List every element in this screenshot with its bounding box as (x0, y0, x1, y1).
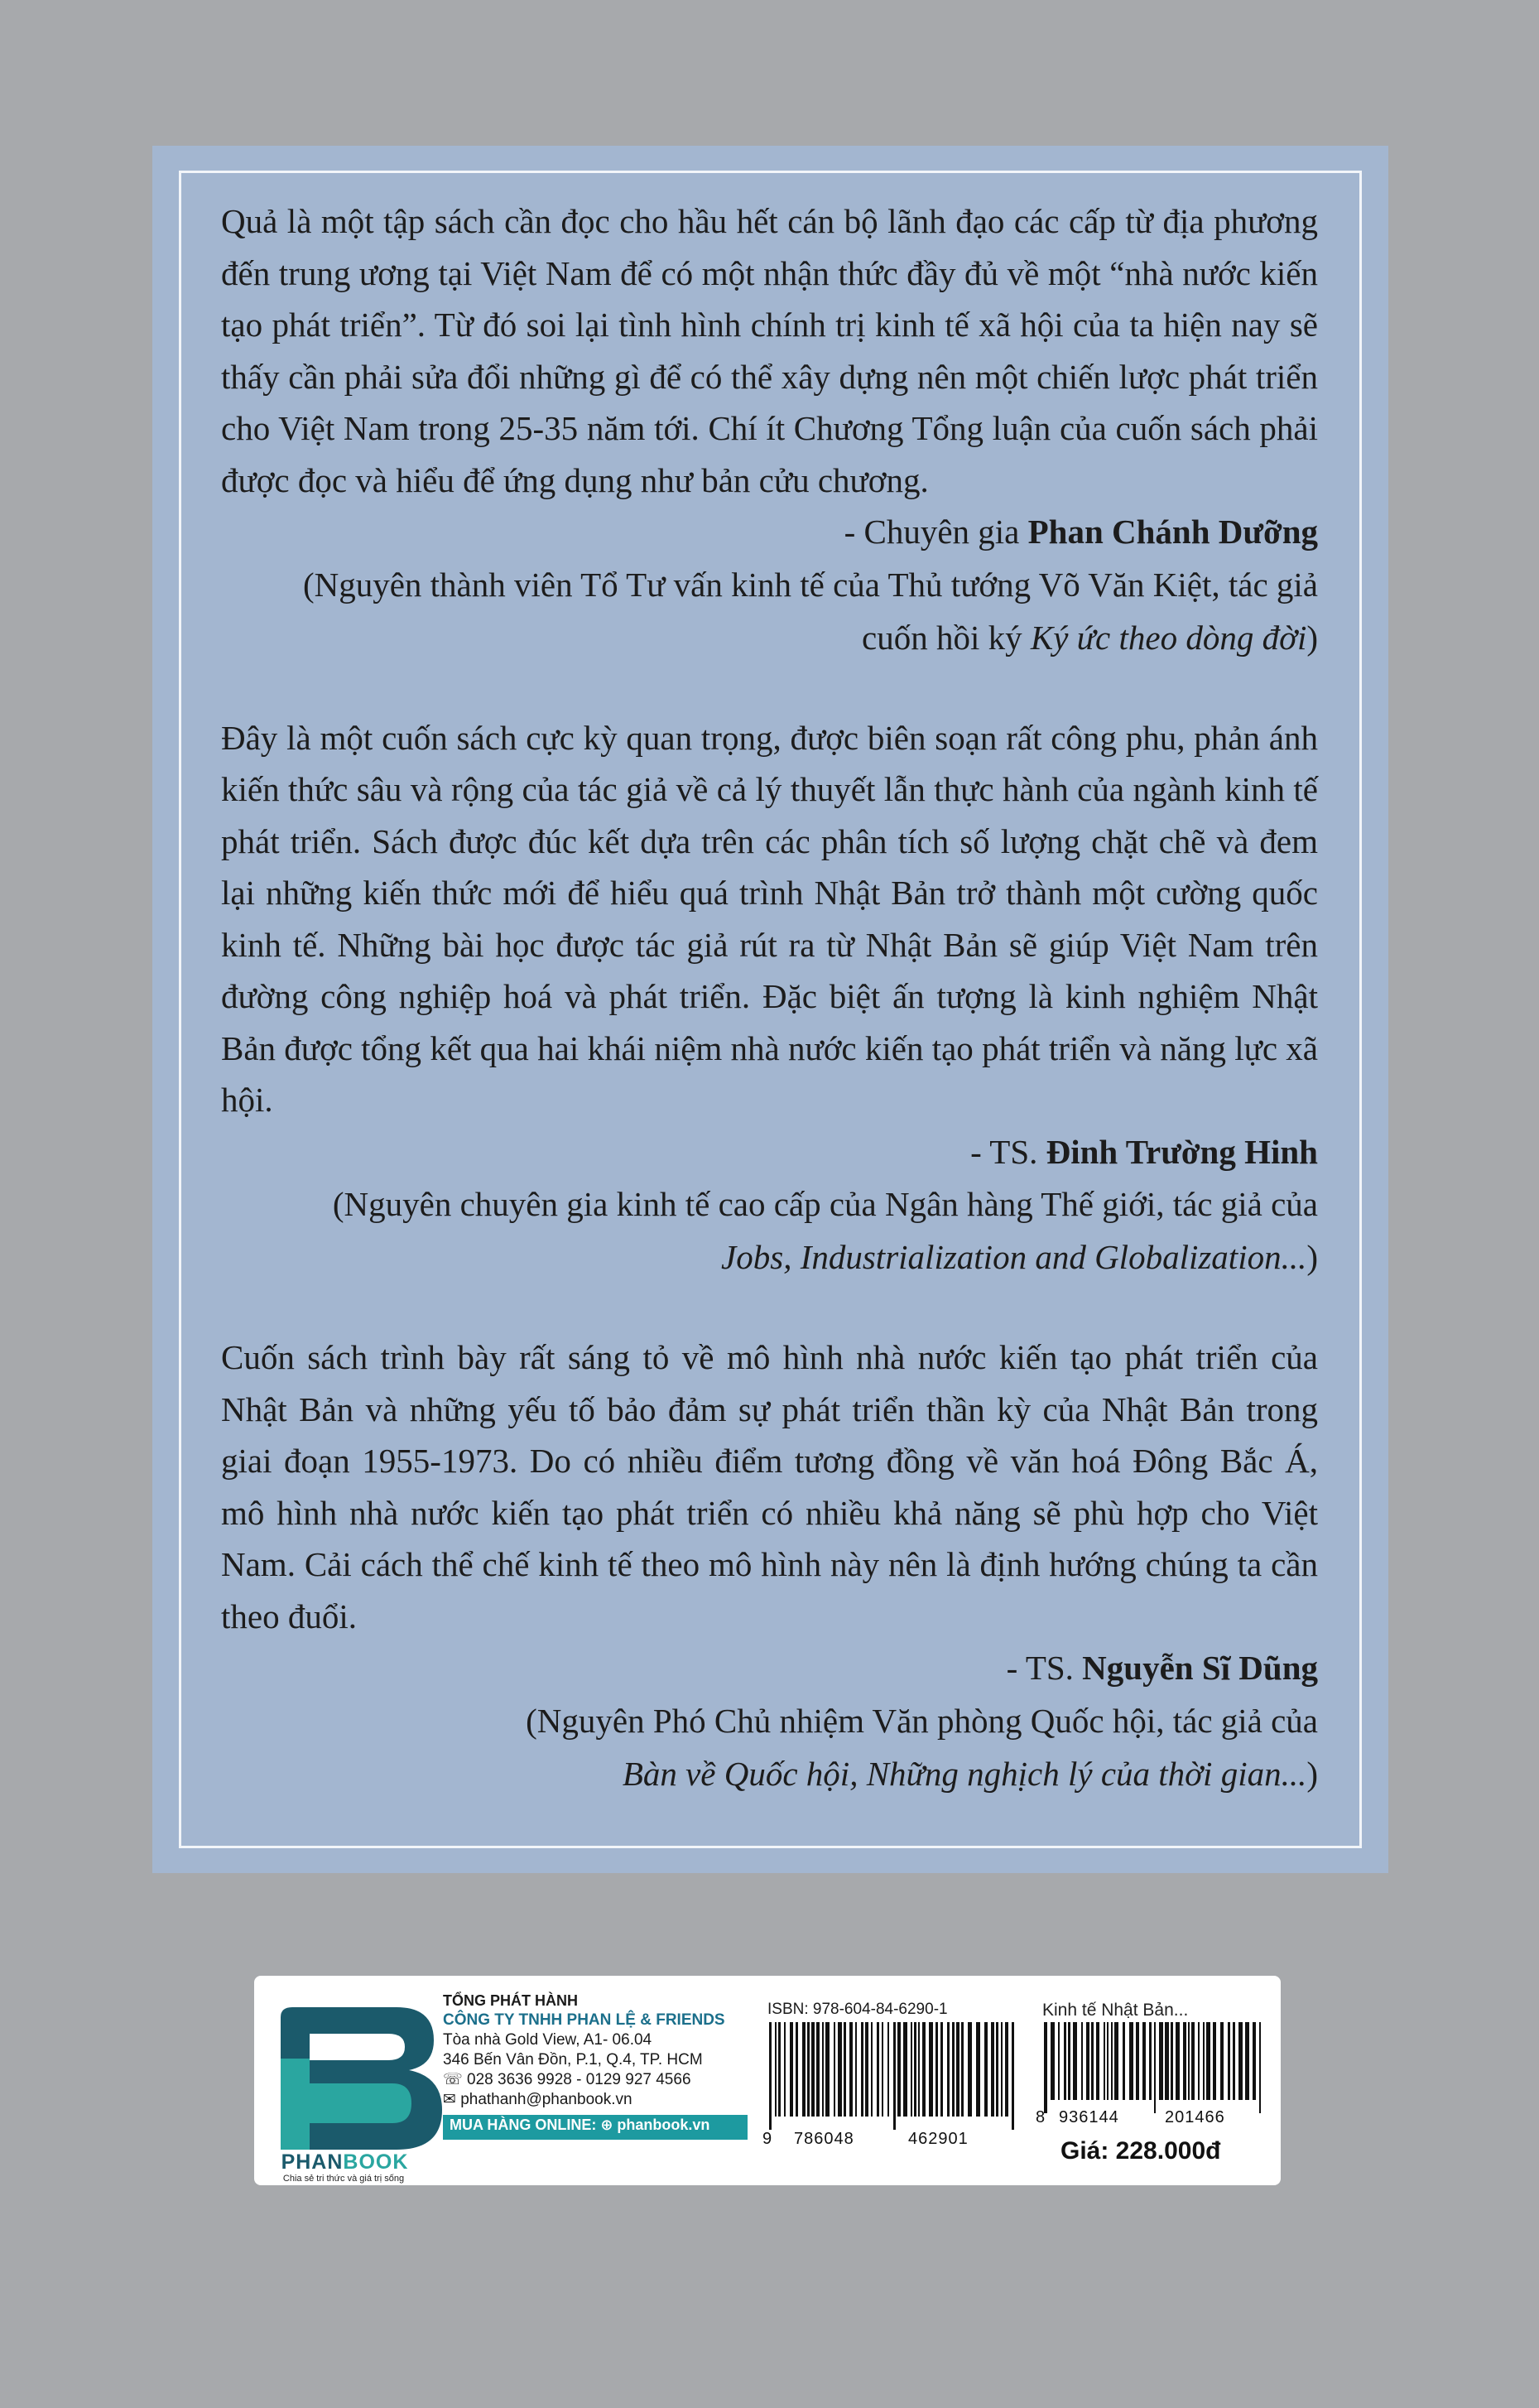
quote-signature: - Chuyên gia Phan Chánh Dưỡng (844, 513, 1318, 551)
isbn-label: ISBN: 978-604-84-6290-1 (767, 2001, 948, 2018)
shop-online-banner[interactable]: MUA HÀNG ONLINE: ⊕ phanbook.vn (443, 2115, 748, 2140)
barcode-bar (807, 2022, 810, 2117)
barcode-bar (897, 2022, 901, 2117)
barcode-bar (1159, 2022, 1163, 2100)
barcode-bar (865, 2022, 868, 2117)
barcode-bar (778, 2022, 781, 2117)
barcode-bar (1259, 2022, 1261, 2113)
barcode-bar (956, 2022, 959, 2117)
barcode-bar (822, 2022, 824, 2117)
blurb-content (221, 195, 1318, 1800)
barcode-bar (918, 2022, 920, 2117)
barcode-bar (947, 2022, 950, 2117)
barcode-bar (1068, 2022, 1070, 2100)
barcode-bar (834, 2022, 835, 2117)
barcode-bar (922, 2022, 926, 2117)
barcode-bar (1001, 2022, 1003, 2117)
isbn-barcode (767, 2022, 1016, 2130)
barcode-bar (1228, 2022, 1230, 2100)
barcode-bar (855, 2022, 857, 2117)
barcode-bar (1191, 2022, 1195, 2100)
barcode-bar (1114, 2022, 1118, 2100)
barcode-bar (1081, 2022, 1083, 2100)
barcode-bar (882, 2022, 883, 2117)
price-digits-right: 201466 (1165, 2108, 1225, 2126)
barcode-bar (844, 2022, 846, 2117)
barcode-bar (825, 2022, 830, 2117)
barcode-bar (903, 2022, 907, 2117)
barcode-bar (1188, 2022, 1190, 2100)
isbn-digit-lead: 9 (762, 2130, 773, 2148)
barcode-bar (1220, 2022, 1224, 2100)
barcode-bar (784, 2022, 786, 2117)
barcode-bar (911, 2022, 912, 2117)
barcode-bar (1107, 2022, 1109, 2100)
barcode-bar (1142, 2022, 1146, 2100)
barcode-bar (1171, 2022, 1173, 2100)
barcode-bar (914, 2022, 916, 2117)
author-note: (Nguyên chuyên gia kinh tế cao cấp của Ngân hàng Thế giới, tác giả của Jobs, Industrialization and Globalization...) (332, 1185, 1318, 1276)
barcode-bar (976, 2022, 980, 2117)
author-name: Đinh Trường Hinh (1046, 1132, 1318, 1171)
barcode-bar (1012, 2022, 1014, 2130)
price-label: Giá: 228.000đ (1060, 2137, 1221, 2165)
barcode-bar (991, 2022, 994, 2117)
barcode-bar (1096, 2022, 1099, 2100)
barcode-bar (929, 2022, 933, 2117)
price-digits-left: 936144 (1059, 2108, 1119, 2126)
barcode-bar (877, 2022, 879, 2117)
barcode-bar (1253, 2022, 1256, 2100)
author-note: (Nguyên thành viên Tổ Tư vấn kinh tế của Thủ tướng Võ Văn Kiệt, tác giả cuốn hồi ký Ký ức theo dòng đời) (302, 565, 1318, 657)
barcode-bar (952, 2022, 955, 2117)
barcode-bar (1005, 2022, 1008, 2117)
author-name: Nguyễn Sĩ Dũng (1082, 1649, 1318, 1687)
barcode-bar (1245, 2022, 1249, 2100)
barcode-bar (1051, 2022, 1055, 2100)
barcode-bar (1154, 2022, 1156, 2113)
barcode-bar (769, 2022, 772, 2130)
quote-signature: - TS. Đinh Trường Hinh (970, 1132, 1318, 1171)
barcode-bar (887, 2022, 889, 2117)
barcode-bar (935, 2022, 938, 2117)
author-name: Phan Chánh Dưỡng (1027, 513, 1318, 551)
barcode-bar (816, 2022, 820, 2117)
barcode-bar (790, 2022, 793, 2117)
publisher-barcode-box (254, 1976, 1281, 2185)
quote-text: Quả là một tập sách cần đọc cho hầu hết cán bộ lãnh đạo các cấp từ địa phương đến trung ương tại Việt Nam để có một nhận thức đầy đủ về một “nhà nước kiến tạo phát triển”. Từ đó soi lại tình hình chính trị kinh tế xã hội của ta hiện nay sẽ thấy cần phải sửa đổi những gì để có thể xây dựng nên một chiến lược phát triển cho Việt Nam trong 25-35 năm tới. Chí ít Chương Tổng luận của cuốn sách phải được đọc và hiểu để ứng dụng như bản cửu chương. (221, 202, 1318, 499)
quote-signature: - TS. Nguyễn Sĩ Dũng (1006, 1649, 1318, 1687)
brand-tagline: Chia sẻ tri thức và giá trị sống (282, 2174, 405, 2184)
barcode-bar (1111, 2022, 1113, 2100)
barcode-bar (1136, 2022, 1139, 2100)
barcode-bar (1238, 2022, 1243, 2100)
barcode-bar (968, 2022, 972, 2117)
isbn-digits-right: 462901 (908, 2130, 969, 2148)
quote-text: Đây là một cuốn sách cực kỳ quan trọng, được biên soạn rất công phu, phản ánh kiến thức sâu và rộng của tác giả về cả lý thuyết lẫn thực hành của ngành kinh tế phát triển. Sách được đúc kết dựa trên các phân tích số lượng chặt chẽ và đem lại những kiến thức mới để hiểu quá trình Nhật Bản trở thành một cường quốc kinh tế. Những bài học được tác giả rút ra từ Nhật Bản sẽ giúp Việt Nam trên đường công nghiệp hoá và phát triển. Đặc biệt ấn tượng là kinh nghiệm Nhật Bản được tổng kết qua hai khái niệm nhà nước kiến tạo phát triển và năng lực xã hội. (221, 718, 1318, 1119)
book-title-label: Kinh tế Nhật Bản... (1042, 2001, 1189, 2020)
barcode-bar (940, 2022, 943, 2117)
barcode-bar (1233, 2022, 1235, 2100)
barcode-bar (1123, 2022, 1125, 2100)
barcode-bar (996, 2022, 998, 2117)
barcode-bar (1058, 2022, 1060, 2100)
brand-name: PHANBOOK (281, 2150, 409, 2174)
barcode-bar (961, 2022, 964, 2117)
barcode-bar (811, 2022, 815, 2117)
barcode-bar (1176, 2022, 1180, 2100)
barcode-bar (796, 2022, 798, 2117)
barcode-bar (1149, 2022, 1152, 2100)
author-note: (Nguyên Phó Chủ nhiệm Văn phòng Quốc hội, tác giả của Bàn về Quốc hội, Những nghịch lý của thời gian...) (526, 1701, 1318, 1793)
barcode-bar (1206, 2022, 1210, 2100)
barcode-bar (1213, 2022, 1216, 2100)
quote-text: Cuốn sách trình bày rất sáng tỏ về mô hình nhà nước kiến tạo phát triển của Nhật Bản và những yếu tố bảo đảm sự phát triển thần kỳ của Nhật Bản trong giai đoạn 1955-1973. Do có nhiều điểm tương đồng về văn hoá Đông Bắc Á, mô hình nhà nước kiến tạo phát triển có nhiều khả năng sẽ phù hợp cho Việt Nam. Cải cách thể chế kinh tế theo mô hình này nên là định hướng chúng ta cần theo đuổi. (221, 1338, 1318, 1635)
barcode-bar (1064, 2022, 1066, 2100)
barcode-bar (1104, 2022, 1105, 2100)
barcode-bar (871, 2022, 873, 2117)
barcode-bar (1183, 2022, 1186, 2100)
barcode-bar (1044, 2022, 1047, 2113)
barcode-bar (802, 2022, 806, 2117)
phanbook-logo-icon (272, 2001, 463, 2174)
barcode-bar (1073, 2022, 1077, 2100)
barcode-bar (1086, 2022, 1089, 2100)
barcode-bar (1165, 2022, 1169, 2100)
blurb-panel (152, 146, 1388, 1873)
barcode-bar (1091, 2022, 1094, 2100)
barcode-bar (849, 2022, 853, 2117)
barcode-bar (775, 2022, 777, 2117)
barcode-bar (893, 2022, 896, 2130)
price-digit-lead: 8 (1036, 2108, 1046, 2126)
barcode-bar (838, 2022, 842, 2117)
barcode-bar (984, 2022, 988, 2117)
barcode-bar (1203, 2022, 1205, 2100)
publisher-info: TỔNG PHÁT HÀNH CÔNG TY TNHH PHAN LỆ & FRIENDS Tòa nhà Gold View, A1- 06.04 346 Bến Vân Đồn, P.1, Q.4, TP. HCM ☏ 028 3636 9928 - 0129 927 4566 ✉ phathanh@phanbook.vn MUA HÀNG ONLINE: ⊕ phanbook.vn (443, 1991, 757, 2140)
barcode-bar (861, 2022, 863, 2117)
barcode-bar (1129, 2022, 1133, 2100)
isbn-digits-left: 786048 (794, 2130, 854, 2148)
barcode-bar (1198, 2022, 1200, 2100)
